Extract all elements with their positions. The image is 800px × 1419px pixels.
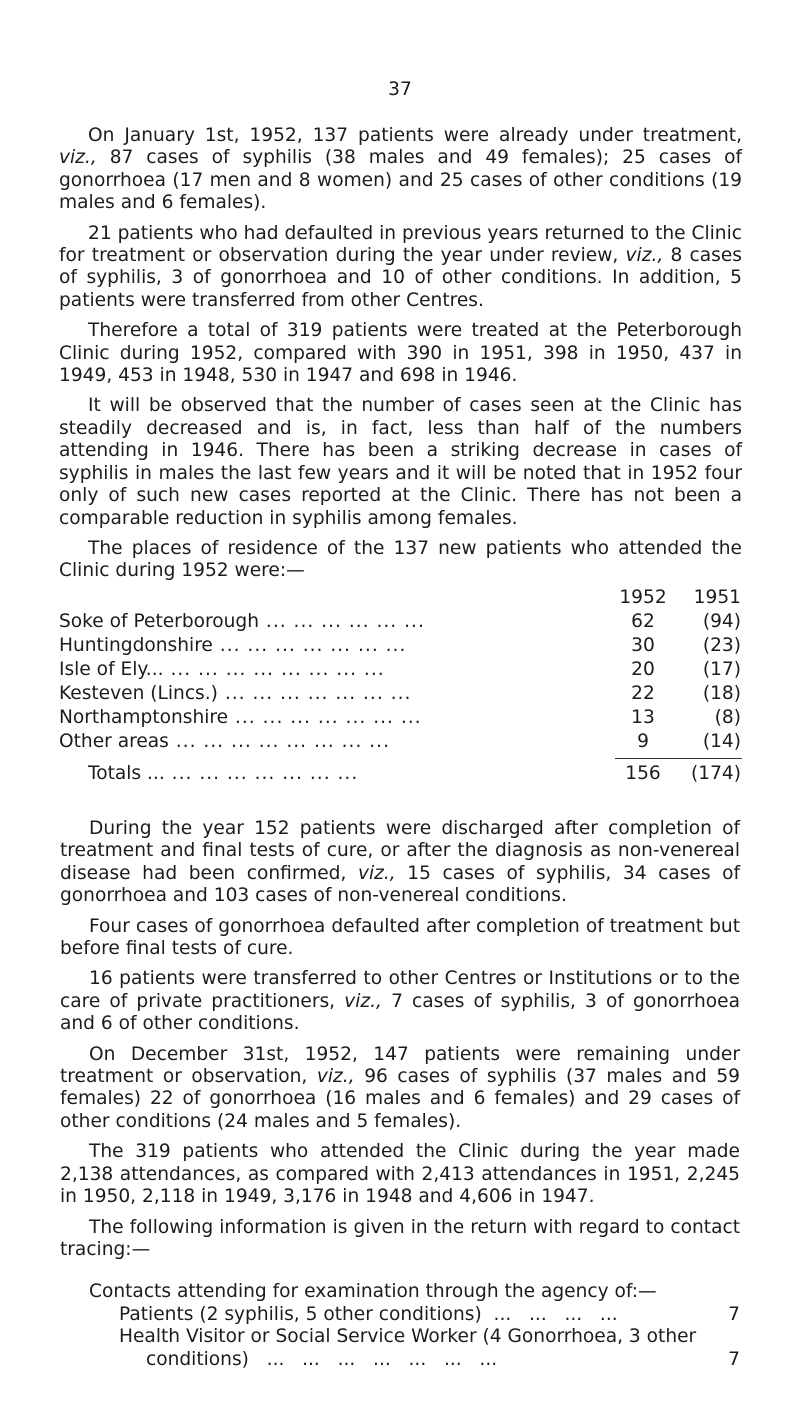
text: On January 1st, 1952, 137 patients were already under treatment, [88,125,742,146]
table-header-row [59,587,742,611]
place-name: Northamptonshire [59,706,229,728]
text: 15 cases of syphilis, 34 cases of gonorrhoea and 103 cases of non-venereal conditions. [60,862,740,907]
paragraph-total-treated: Therefore a total of 319 patients were treated at the Peterborough Clinic during 1952, compared with 390 in 1951, 398 in 1950, 437 in 1949, 453 in 1948, 530 in 1947 and 698 in 1946. [59,320,742,387]
table-row [59,611,742,635]
paragraph-defaulted-gonorrhoea: Four cases of gonorrhoea defaulted after completion of treatment but before final tests of cure. [60,915,740,960]
paragraph-december-remaining [60,1044,740,1134]
upper-text-block [59,125,742,784]
header-1952: 1952 [619,586,667,608]
value-1951: (17) [702,658,741,680]
place-name: Soke of Peterborough [59,610,259,632]
leader-dots: ... ... ... ... ... ... ... [212,634,407,656]
text: 8 cases of syphilis, 3 of gonorrhoea and 10 of other conditions. In addition, 5 patients were transferred from other Centres. [59,245,742,311]
text: 7 cases of syphilis, 3 of gonorrhoea and 6 of other conditions. [60,990,740,1035]
viz-italic: viz., [625,245,664,267]
totals-label: Totals ... [88,762,165,784]
contacts-label-cont: conditions) [146,1348,249,1370]
value-1952: 20 [631,658,655,680]
value-1951: (94) [702,610,741,632]
contacts-label: Health Visitor or Social Service Worker (4 Gonorrhoea, 3 other [119,1326,697,1348]
value-1952: 9 [637,730,649,752]
total-1951: (174) [691,762,741,784]
place-name: Kesteven (Lincs.) [59,682,218,704]
lower-text-block [60,818,740,1371]
table-row [59,659,742,683]
paragraph-attendances: The 319 patients who attended the Clinic during the year made 2,138 attendances, as compared with 2,413 attendances in 1951, 2,245 in 1950, 2,118 in 1949, 3,176 in 1948 and 4,606 in 1947. [60,1141,740,1208]
table-row [59,683,742,707]
table-total-row [88,763,771,787]
value-1952: 30 [631,634,655,656]
table-row [59,707,742,731]
leader-dots: ... ... ... ... ... ... ... [164,762,359,784]
text: On December 31st, 1952, 147 patients were remaining under treatment or observation, [60,1043,740,1088]
value-1952: 22 [631,682,655,704]
table-row [59,731,742,755]
paragraph-defaulted-patients [59,223,742,313]
leader-dots: ... ... ... ... ... ... [259,610,425,632]
contacts-line-health-visitor [60,1326,740,1348]
total-rule [615,758,742,759]
paragraph-contact-tracing-intro: The following information is given in the return with regard to contact tracing:— [60,1216,740,1260]
paragraph-discharged [60,818,740,908]
value-1952: 62 [631,610,655,632]
value-1951: (23) [702,634,741,656]
contacts-line-patients [60,1304,740,1326]
value-1951: (18) [702,682,741,704]
contacts-list [60,1281,740,1371]
total-1952: 156 [625,762,661,784]
leader-dots: ... ... ... ... ... ... ... ... [168,730,390,752]
text: 16 patients were transferred to other Centres or Institutions or to the care of private practitioners, [60,968,740,1012]
place-name: Huntingdonshire [59,634,213,656]
viz-italic: viz., [344,990,382,1012]
paragraph-transferred [60,968,740,1035]
page-number: 37 [388,79,412,100]
leader-dots: ... ... ... ... ... ... ... ... [163,658,385,680]
viz-italic: viz., [357,862,396,884]
leader-dots: ... ... ... ... ... ... ... [248,1348,498,1370]
text: 21 patients who had defaulted in previous years returned to the Clinic for treatment or observation during the year under review, [59,222,742,267]
value-1951: (8) [714,706,741,728]
leader-dots: ... ... ... ... ... ... ... [217,682,412,704]
contacts-value: 7 [728,1303,740,1325]
contacts-heading: Contacts attending for examination through the agency of:— [89,1281,657,1303]
header-1951: 1951 [693,586,741,608]
contacts-line-health-visitor-cont [60,1349,740,1371]
value-1952: 13 [631,706,655,728]
place-name: Other areas [59,730,169,752]
residence-table [59,586,742,784]
paragraph-residence-intro: The places of residence of the 137 new patients who attended the Clinic during 1952 were:— [59,537,742,582]
text: 96 cases of syphilis (37 males and 59 females) 22 of gonorrhoea (16 males and 6 females) and 29 cases of other conditions (24 males and 5 females). [60,1066,740,1132]
leader-dots: ... ... ... ... [481,1303,618,1325]
viz-italic: viz., [59,147,97,169]
value-1951: (14) [702,730,741,752]
place-name: Isle of Ely... [59,658,164,680]
text: During the year 152 patients were discharged after completion of treatment and final tests of cure, or after the diagnosis as non-venereal disease had been confirmed, [60,818,740,884]
viz-italic: viz., [316,1066,355,1088]
contacts-label: Patients (2 syphilis, 5 other conditions) [119,1303,482,1325]
text: 87 cases of syphilis (38 males and 49 females); 25 cases of gonorrhoea (17 men and 8 women) and 25 cases of other conditions (19 males and 6 females). [59,147,742,214]
table-row [59,635,742,659]
paragraph-january-patients [59,125,742,215]
contacts-value: 7 [728,1348,740,1370]
paragraph-decrease: It will be observed that the number of cases seen at the Clinic has steadily decreased and is, in fact, less than half of the numbers attending in 1946. There has been a striking decrease in cases of syphilis in males the last few years and it will be noted that in 1952 four only of such new cases reported at the Clinic. There has not been a comparable reduction in syphilis among females. [59,395,742,529]
leader-dots: ... ... ... ... ... ... ... [228,706,422,728]
